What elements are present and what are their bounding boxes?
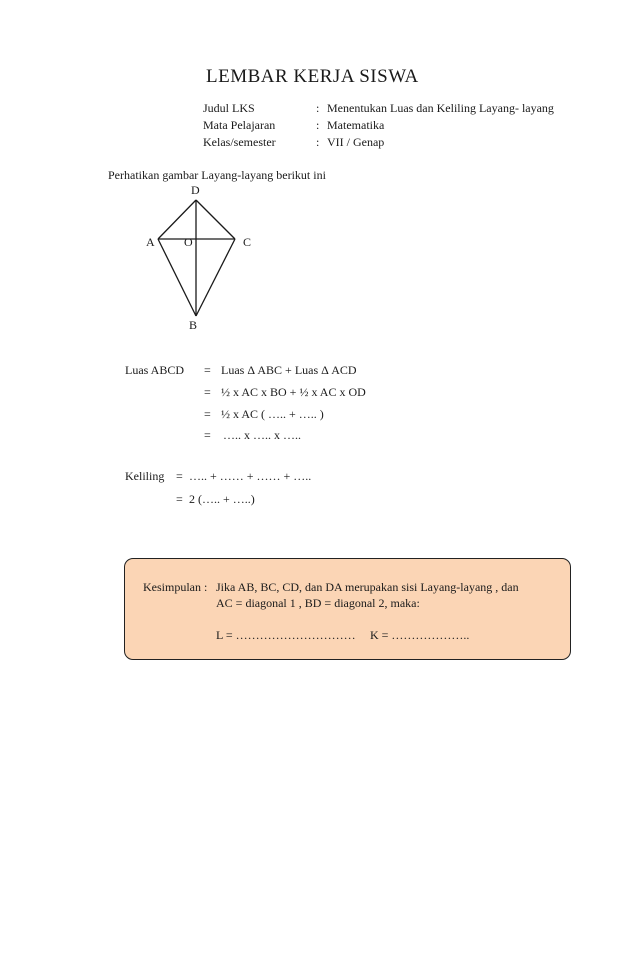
kite-label-c: C xyxy=(243,235,252,249)
meta-label-judul: Judul LKS xyxy=(203,101,255,115)
kite-edge-da xyxy=(158,200,196,239)
keliling-expr-2: 2 (….. + …..) xyxy=(189,492,255,506)
kite-edge-dc xyxy=(196,200,235,239)
luas-expr-2: ½ x AC x BO + ½ x AC x OD xyxy=(221,385,366,399)
conclusion-label: Kesimpulan xyxy=(143,580,201,594)
conclusion-sep: : xyxy=(204,580,208,594)
kite-label-o: O xyxy=(184,235,193,249)
luas-eq-3: = xyxy=(204,407,211,421)
luas-expr-4: ….. x ….. x ….. xyxy=(223,428,301,442)
kite-edge-cb xyxy=(196,239,235,316)
meta-sep-judul: : xyxy=(316,101,320,115)
meta-value-judul: Menentukan Luas dan Keliling Layang- layang xyxy=(327,101,554,115)
meta-value-mapel: Matematika xyxy=(327,118,385,132)
luas-eq-4: = xyxy=(204,428,211,442)
conclusion-line-2: AC = diagonal 1 , BD = diagonal 2, maka: xyxy=(216,596,420,610)
luas-label: Luas ABCD xyxy=(125,363,185,377)
keliling-label: Keliling xyxy=(125,469,165,483)
conclusion-box xyxy=(124,558,571,660)
kite-label-a: A xyxy=(146,235,155,249)
meta-label-kelas: Kelas/semester xyxy=(203,135,276,149)
luas-expr-1: Luas Δ ABC + Luas Δ ACD xyxy=(221,363,357,377)
kite-edge-ab xyxy=(158,239,196,316)
meta-value-kelas: VII / Genap xyxy=(327,135,385,149)
kite-figure xyxy=(0,0,638,340)
kite-label-d: D xyxy=(191,183,200,197)
intro-text: Perhatikan gambar Layang-layang berikut ini xyxy=(108,168,326,182)
conclusion-formula-k: K = ……………….. xyxy=(370,628,470,642)
conclusion-formula-l: L = ………………………… xyxy=(216,628,356,642)
meta-sep-mapel: : xyxy=(316,118,320,132)
luas-eq-1: = xyxy=(204,363,211,377)
page-title: LEMBAR KERJA SISWA xyxy=(206,66,419,87)
meta-sep-kelas: : xyxy=(316,135,320,149)
keliling-eq-1: = xyxy=(176,469,183,483)
keliling-eq-2: = xyxy=(176,492,183,506)
luas-eq-2: = xyxy=(204,385,211,399)
keliling-expr-1: ….. + …… + …… + ….. xyxy=(189,469,312,483)
kite-label-b: B xyxy=(189,318,198,332)
conclusion-line-1: Jika AB, BC, CD, dan DA merupakan sisi Layang-layang , dan xyxy=(216,580,519,594)
luas-expr-3: ½ x AC ( ….. + ….. ) xyxy=(221,407,324,421)
meta-label-mapel: Mata Pelajaran xyxy=(203,118,276,132)
